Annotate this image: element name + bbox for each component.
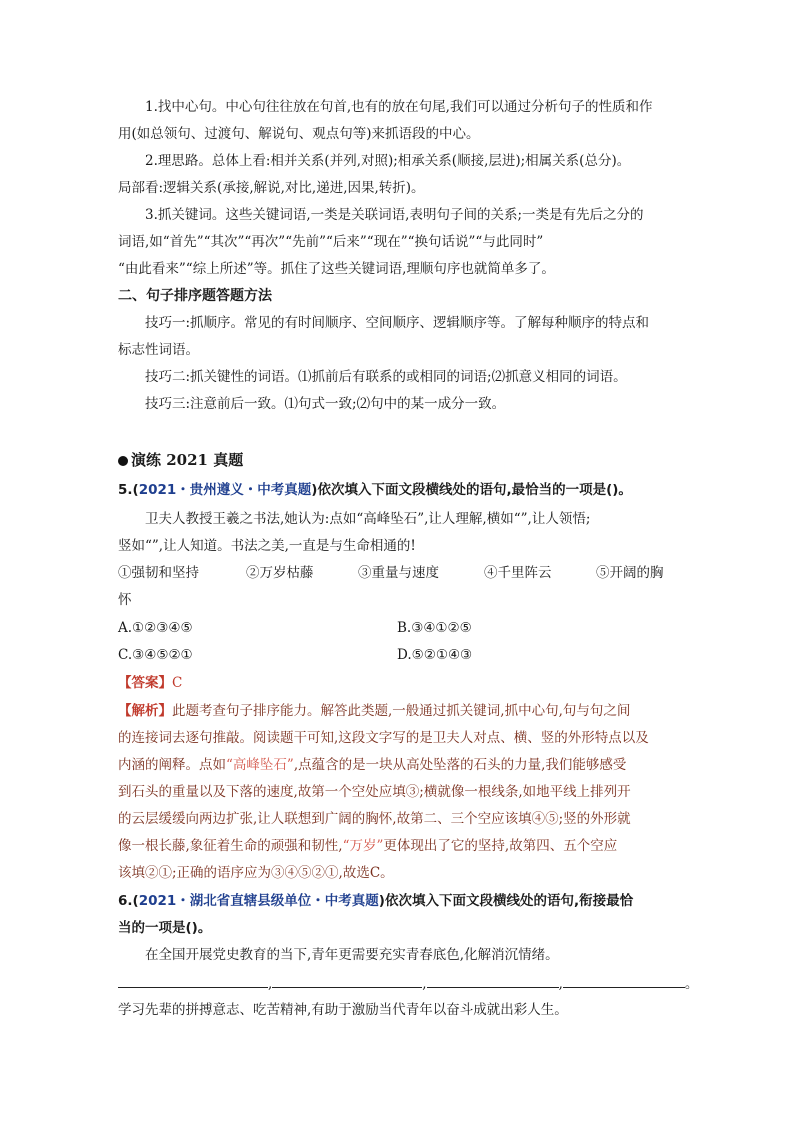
q6-source-open: ( — [132, 893, 139, 909]
q5-option-a: A.①②③④⑤ — [118, 620, 193, 636]
q5-stem — [118, 480, 678, 500]
q6-blank-3[interactable] — [427, 973, 559, 988]
q5-source-open: ( — [132, 482, 139, 498]
q5-stem-text: 依次填入下面文段横线处的语句,最恰当的一项是()。 — [317, 482, 632, 498]
analysis-text-6a: 像一根长藤,象征着生命的顽强和韧性, — [118, 838, 343, 854]
analysis-text-6b: 更体现出了它的坚持,故第四、五个空应 — [383, 838, 618, 854]
q5-item-1: ①强韧和坚持 — [118, 565, 199, 581]
q5-analysis-line5: 的云层缓缓向两边扩张,让人联想到广阔的胸怀,故第二、三个空应该填④⑤;竖的外形就 — [118, 811, 631, 827]
q5-number: 5. — [118, 482, 133, 498]
analysis-text-3b: ,点蕴含的是一块从高处坠落的石头的力量,我们能够感受 — [293, 757, 627, 773]
tip1-line1: 技巧一:抓顺序。常见的有时间顺序、空间顺序、逻辑顺序等。了解每种顺序的特点和 — [145, 315, 650, 331]
q5-item-wrap: 怀 — [118, 592, 132, 608]
analysis-label: 【解析】 — [118, 703, 172, 719]
intro-p2-line2: 局部看:逻辑关系(承接,解说,对比,递进,因果,转折)。 — [118, 180, 425, 196]
analysis-quote-1: “高峰坠石” — [226, 757, 294, 773]
tip3: 技巧三:注意前后一致。⑴句式一致;⑵句中的某一成分一致。 — [145, 396, 506, 412]
tip2: 技巧二:抓关键性的词语。⑴抓前后有联系的或相同的词语;⑵抓意义相同的词语。 — [145, 369, 627, 385]
tip1-line2: 标志性词语。 — [118, 342, 199, 358]
analysis-quote-2: “万岁” — [342, 838, 384, 854]
q5-analysis-line3 — [118, 755, 678, 775]
q6-blank-2[interactable] — [272, 973, 422, 988]
drill-title-text: 演练 2021 真题 — [131, 451, 244, 469]
q5-passage-line2: 竖如“”,让人知道。书法之美,一直是与生命相通的! — [118, 538, 416, 554]
q5-analysis-line6 — [118, 836, 678, 856]
drill-title — [118, 450, 678, 470]
q6-passage-line1: 在全国开展党史教育的当下,青年更需要充实青春底色,化解消沉情绪。 — [145, 947, 559, 963]
bullet-icon — [118, 456, 128, 466]
q6-source: 2021・湖北省直辖县级单位・中考真题 — [138, 893, 379, 909]
q6-comma-2: , — [422, 976, 427, 992]
q5-item-3: ③重量与速度 — [358, 565, 439, 581]
intro-p1-line2: 用(如总领句、过渡句、解说句、观点句等)来抓语段的中心。 — [118, 126, 480, 142]
q5-answer — [118, 673, 678, 693]
answer-value: C — [172, 675, 183, 691]
q5-passage-line1: 卫夫人教授王羲之书法,她认为:点如“高峰坠石”,让人理解,横如“”,让人领悟; — [145, 511, 591, 527]
q6-number: 6. — [118, 893, 133, 909]
q6-source-close: ) — [378, 893, 385, 909]
intro-p2-line1: 2.理思路。总体上看:相并关系(并列,对照);相承关系(顺接,层进);相属关系(总分)。 — [145, 153, 631, 169]
section2-title: 二、句子排序题答题方法 — [118, 288, 272, 304]
q6-comma-1: , — [268, 976, 273, 992]
q6-blanks-line — [118, 973, 699, 994]
q5-item-5: ⑤开阔的胸 — [596, 565, 664, 581]
q6-blank-1[interactable] — [118, 973, 268, 988]
q5-analysis-line2: 的连接词去逐句推敲。阅读题干可知,这段文字写的是卫夫人对点、横、竖的外形特点以及 — [118, 730, 649, 746]
analysis-text-3a: 内涵的阐释。点如 — [118, 757, 226, 773]
intro-p3-line3: “由此看来”“综上所述”等。抓住了这些关键词语,理顺句序也就简单多了。 — [118, 261, 555, 277]
q6-passage-line3: 学习先辈的拼搏意志、吃苦精神,有助于激励当代青年以奋斗成就出彩人生。 — [118, 1002, 568, 1018]
intro-p3-line2: 词语,如“首先”“其次”“再次”“先前”“后来”“现在”“换句话说”“与此同时” — [118, 234, 544, 250]
q5-source-close: ) — [311, 482, 318, 498]
q5-analysis-line7: 该填②①;正确的语序应为③④⑤②①,故选C。 — [118, 865, 394, 881]
q5-option-b: B.③④①②⑤ — [397, 620, 472, 636]
q5-source: 2021・贵州遵义・中考真题 — [138, 482, 312, 498]
q5-analysis-line4: 到石头的重量以及下落的速度,故第一个空处应填③;横就像一根线条,如地平线上排列开 — [118, 784, 631, 800]
q5-item-2: ②万岁枯藤 — [246, 565, 314, 581]
q6-stem-line1 — [118, 891, 678, 911]
q5-item-4: ④千里阵云 — [484, 565, 552, 581]
q6-period: 。 — [684, 976, 699, 992]
answer-label: 【答案】 — [118, 675, 172, 691]
analysis-text-1: 此题考查句子排序能力。解答此类题,一般通过抓关键词,抓中心句,句与句之间 — [172, 703, 631, 719]
intro-p1-line1: 1.找中心句。中心句往往放在句首,也有的放在句尾,我们可以通过分析句子的性质和作 — [145, 99, 653, 115]
q6-stem-line2: 当的一项是()。 — [118, 920, 212, 936]
q6-stem-text-1: 依次填入下面文段横线处的语句,衔接最恰 — [384, 893, 634, 909]
q6-blank-4[interactable] — [563, 973, 685, 988]
q5-analysis-line1 — [118, 701, 678, 721]
q5-option-d: D.⑤②①④③ — [397, 647, 473, 663]
intro-p3-line1: 3.抓关键词。这些关键词语,一类是关联词语,表明句子间的关系;一类是有先后之分的 — [145, 207, 644, 223]
q6-comma-3: , — [558, 976, 563, 992]
q5-option-c: C.③④⑤②① — [118, 647, 193, 663]
